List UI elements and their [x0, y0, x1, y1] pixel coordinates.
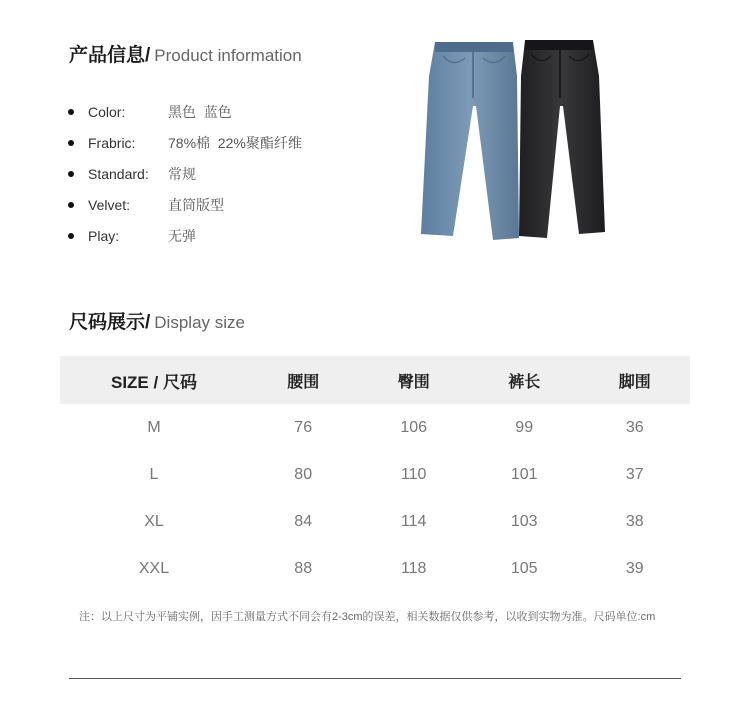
spec-item-color [68, 96, 302, 127]
spec-item-play [68, 220, 302, 251]
bullet-icon [68, 202, 74, 208]
spec-label: Play: [88, 227, 120, 244]
table-row [60, 545, 690, 592]
bullet-icon [68, 109, 74, 115]
product-info-title-en: Product information [154, 46, 302, 65]
table-row [60, 451, 690, 498]
jeans-product-image [413, 36, 623, 246]
spec-item-fabric [68, 127, 302, 158]
product-info-title-cn: 产品信息/ [69, 45, 151, 66]
spec-label: Frabric: [88, 134, 136, 151]
header-length: 裤长 [469, 356, 580, 404]
size-section-title [69, 307, 245, 334]
size-table [60, 356, 690, 592]
spec-value: 78%棉 22%聚酯纤维 [168, 134, 302, 151]
table-cell: 36 [625, 418, 644, 436]
size-section-title-cn: 尺码展示/ [69, 312, 151, 333]
spec-label: Color: [88, 103, 126, 120]
table-cell: 106 [400, 418, 428, 436]
spec-list [68, 96, 302, 251]
table-cell: M [147, 418, 161, 436]
spec-value: 无弹 [168, 227, 196, 244]
table-cell: L [149, 465, 159, 483]
spec-label: Velvet: [88, 196, 131, 213]
table-cell: 105 [510, 559, 538, 577]
product-info-title [69, 40, 302, 67]
spec-value: 黑色 蓝色 [168, 103, 232, 120]
table-cell: XL [144, 512, 164, 530]
table-cell: 110 [400, 465, 427, 483]
spec-label: Standard: [88, 165, 149, 182]
size-section-title-en: Display size [154, 313, 245, 332]
table-cell: XXL [138, 559, 170, 577]
bullet-icon [68, 233, 74, 239]
black-jeans-icon [519, 40, 605, 238]
header-waist: 腰围 [248, 356, 359, 404]
table-row [60, 404, 690, 451]
table-cell: 118 [400, 559, 427, 577]
table-cell: 37 [625, 465, 644, 483]
table-cell: 38 [625, 512, 644, 530]
spec-item-standard [68, 158, 302, 189]
size-note: 注：以上尺寸为平铺实例，因手工测量方式不同会有2-3cm的误差，相关数据仅供参考，以收到实物为准。尺码单位:cm [79, 611, 656, 623]
table-cell: 103 [510, 512, 538, 530]
table-cell: 114 [400, 512, 427, 530]
header-leg-opening: 脚围 [579, 356, 690, 404]
blue-jeans-icon [421, 42, 519, 240]
header-size: SIZE / 尺码 [60, 356, 248, 404]
size-table-header [60, 356, 690, 404]
spec-value: 直筒版型 [168, 196, 224, 213]
table-cell: 39 [625, 559, 644, 577]
bullet-icon [68, 171, 74, 177]
spec-item-velvet [68, 189, 302, 220]
table-cell: 84 [294, 512, 313, 530]
table-cell: 76 [294, 418, 313, 436]
table-row [60, 498, 690, 545]
table-cell: 88 [294, 559, 313, 577]
spec-value: 常规 [168, 165, 196, 182]
bullet-icon [68, 140, 74, 146]
header-hip: 臀围 [358, 356, 469, 404]
bottom-divider [69, 678, 681, 679]
table-cell: 99 [515, 418, 534, 436]
table-cell: 80 [294, 465, 313, 483]
table-cell: 101 [510, 465, 538, 483]
